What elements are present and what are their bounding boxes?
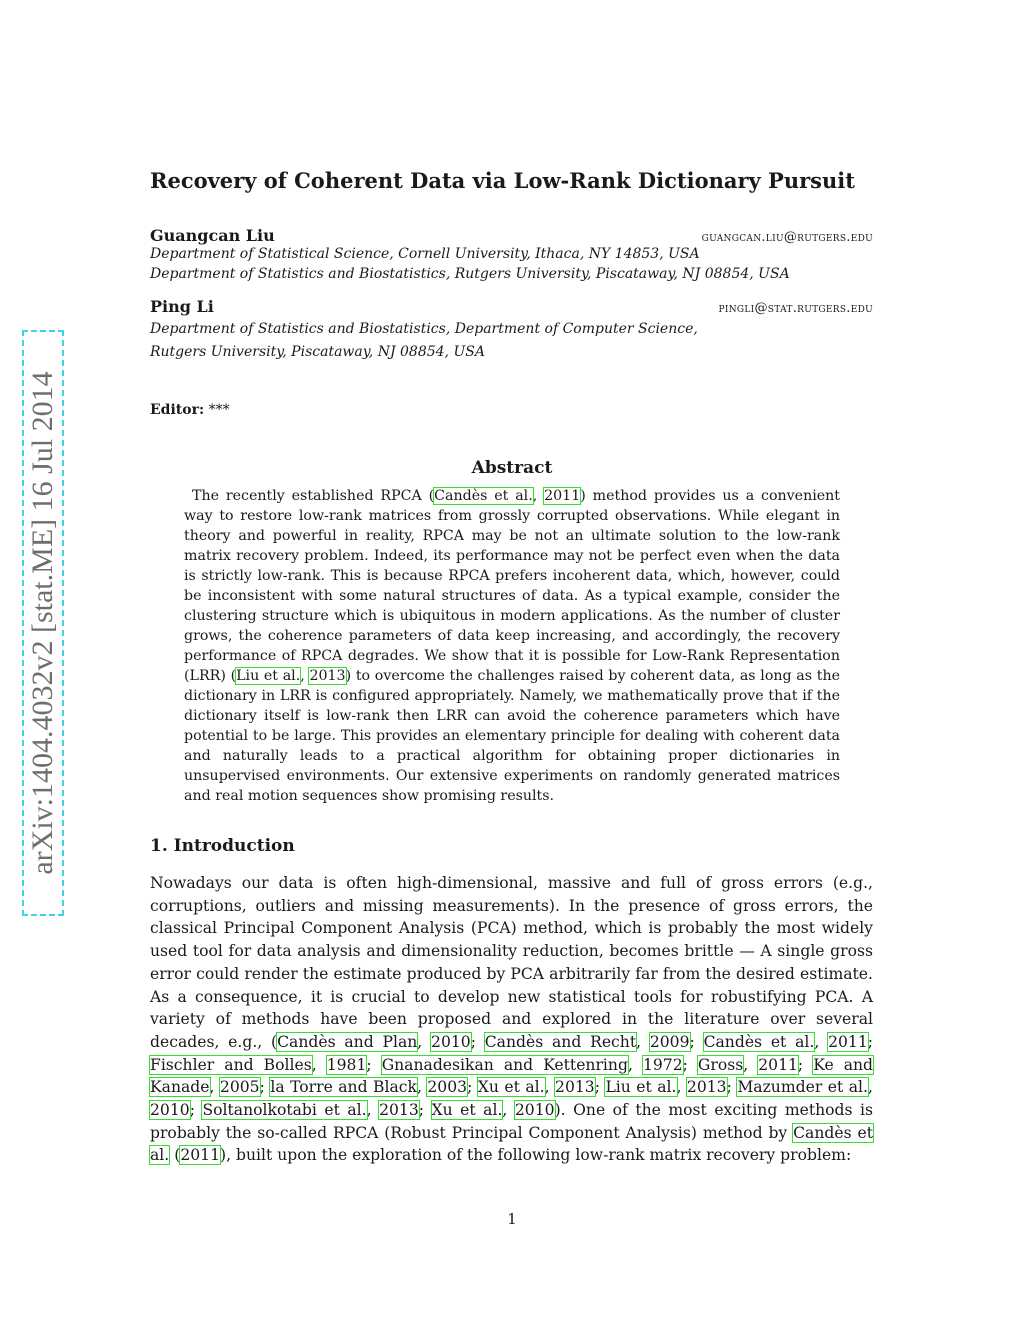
editor-value: *** xyxy=(208,402,230,418)
citation-year-link[interactable]: 2003 xyxy=(427,1078,468,1097)
citation-year-link[interactable]: 2010 xyxy=(431,1032,471,1051)
citation-link[interactable]: Candès et al. xyxy=(703,1032,815,1051)
citation-year-link[interactable]: 2013 xyxy=(555,1078,595,1097)
paper-title: Recovery of Coherent Data via Low-Rank Dictionary Pursuit xyxy=(150,168,855,193)
citation-link[interactable]: Mazumder et al. xyxy=(737,1078,868,1097)
author-email: pingli@stat.rutgers.edu xyxy=(718,301,873,316)
arxiv-identifier-stamp[interactable] xyxy=(22,330,64,916)
author-affiliation: Department of Statistical Science, Cornell University, Ithaca, NY 14853, USA xyxy=(150,246,700,262)
citation-year-link[interactable]: 1981 xyxy=(326,1055,367,1074)
abstract-text: ) method provides us a convenient way to restore low-rank matrices from grossly corrupted observations. While elegant in theory and powerful in reality, RPCA may be not an ultimate solution to the low-rank matrix recovery problem. Indeed, its performance may not be perfect even when the data is strictly low-rank. This is because RPCA prefers incoherent data, which, however, could be inconsistent with some natural structures of data. As a typical example, consider the clustering structure which is ubiquitous in modern applications. As the number of cluster grows, the coherence parameters of data keep increasing, and accordingly, the recovery performance of RPCA degrades. We show that it is possible for Low-Rank Representation (LRR) ( xyxy=(184,488,840,684)
author-email: guangcan.liu@rutgers.edu xyxy=(701,230,873,245)
citation-link[interactable]: Liu et al. xyxy=(605,1078,677,1097)
citation-year-link[interactable]: 2009 xyxy=(649,1032,690,1051)
citation-year-link[interactable]: 2010 xyxy=(150,1101,190,1120)
body-text: ), built upon the exploration of the following low-rank matrix recovery problem: xyxy=(220,1146,852,1165)
citation-link[interactable]: Candès and Plan xyxy=(277,1032,418,1051)
citation-link[interactable]: Xu et al. xyxy=(431,1101,503,1120)
abstract-body xyxy=(184,486,840,806)
author-affiliation: Department of Statistics and Biostatistics, Rutgers University, Piscataway, NJ 08854, USA xyxy=(150,266,790,282)
citation-year-link[interactable]: 2011 xyxy=(180,1146,220,1165)
introduction-paragraph: Nowadays our data is often high-dimensional, massive and full of gross errors (e.g., corruptions, outliers and missing measurements). In the presence of gross errors, the classical Principal Component Analysis (PCA) method, which is probably the most widely used tool for data analysis and dimensionality reduction, becomes brittle — A single gross error could render the estimate produced by PCA arbitrarily far from the desired estimate. As a consequence, it is crucial to develop new statistical tools for robustifying PCA. A variety of methods have been proposed and explored in the literature over several decades, e.g., (Candès and Plan, 2010; Candès and Recht, 2009; Candès et al., 2011; Fischler and Bolles, 1981; Gnanadesikan and Kettenring, 1972; Gross, 2011; Ke and Kanade, 2005; la Torre and Black, 2003; Xu et al., 2013; Liu et al., 2013; Mazumder et al., 2010; Soltanolkotabi et al., 2013; Xu et al., 2010). One of the most exciting methods is probably the so-called RPCA (Robust Principal Component Analysis) method by Candès et al. (2011), built upon the exploration of the following low-rank matrix recovery problem: xyxy=(150,874,874,1165)
citation-year-link[interactable]: 2013 xyxy=(686,1078,727,1097)
citation-link[interactable]: Candès et al. xyxy=(434,488,533,504)
citation-year-link[interactable]: 2011 xyxy=(758,1055,798,1074)
author-name: Guangcan Liu xyxy=(150,226,275,245)
citation-year-link[interactable]: 2011 xyxy=(544,488,581,504)
citation-link[interactable]: Candès and Recht xyxy=(484,1032,637,1051)
abstract-text: , xyxy=(300,668,310,684)
section-heading-introduction: 1. Introduction xyxy=(150,836,295,856)
author-line-2 xyxy=(150,297,873,316)
citation-link[interactable]: Gross xyxy=(697,1055,744,1074)
citation-year-link[interactable]: 2013 xyxy=(309,668,346,684)
page-number: 1 xyxy=(507,1210,517,1228)
citation-year-link[interactable]: 2010 xyxy=(514,1101,555,1120)
citation-link[interactable]: Fischler and Bolles xyxy=(150,1055,312,1074)
editor-line xyxy=(150,402,230,418)
citation-year-link[interactable]: 2011 xyxy=(828,1032,868,1051)
author-affiliation: Rutgers University, Piscataway, NJ 08854, USA xyxy=(150,344,485,360)
author-affiliation: Department of Statistics and Biostatistics, Department of Computer Science, xyxy=(150,321,698,337)
abstract-text: The recently established RPCA ( xyxy=(192,488,435,504)
abstract-heading: Abstract xyxy=(471,458,553,478)
citation-link[interactable]: Gnanadesikan and Kettenring xyxy=(381,1055,628,1074)
editor-label: Editor: xyxy=(150,402,205,418)
citation-link[interactable]: Xu et al. xyxy=(477,1078,545,1097)
body-text: Nowadays our data is often high-dimensional, massive and full of gross errors (e.g., corruptions, outliers and missing measurements). In the presence of gross errors, the classical Principal Component Analysis (PCA) method, which is probably the most widely used tool for data analysis and dimensionality reduction, becomes brittle — A single gross error could render the estimate produced by PCA arbitrarily far from the desired estimate. As a consequence, it is crucial to develop new statistical tools for robustifying PCA. A variety of methods have been proposed and explored in the literature over several decades, e.g., ( xyxy=(150,874,873,1051)
citation-link[interactable]: Ke and Kanade xyxy=(150,1055,874,1097)
citation-link[interactable]: Candès et al. xyxy=(150,1123,873,1165)
citation-year-link[interactable]: 2013 xyxy=(379,1101,419,1120)
citation-link[interactable]: la Torre and Black xyxy=(270,1078,417,1097)
abstract-paragraph xyxy=(184,486,840,806)
citation-year-link[interactable]: 2005 xyxy=(219,1078,260,1097)
citation-link[interactable]: Liu et al. xyxy=(236,668,301,684)
citation-link[interactable]: Soltanolkotabi et al. xyxy=(202,1101,367,1120)
author-name: Ping Li xyxy=(150,297,214,316)
body-text: ( xyxy=(174,1146,181,1165)
arxiv-identifier: arXiv:1404.4032v2 [stat.ME] 16 Jul 2014 xyxy=(26,371,59,875)
introduction-body xyxy=(150,872,873,1167)
abstract-text: ) to overcome the challenges raised by coherent data, as long as the dictionary in LRR is configured appropriately. Namely, we mathematically prove that if the dictionary itself is low-rank then LRR can avoid the coherence parameters which have potential to be large. This provides an elementary principle for dealing with coherent data and naturally leads to a practical algorithm for obtaining proper dictionaries in unsupervised environments. Our extensive experiments on randomly generated matrices and real motion sequences show promising results. xyxy=(184,668,840,804)
abstract-text: , xyxy=(532,488,545,504)
body-text: ). One of the most exciting methods is probably the so-called RPCA (Robust Principal Component Analysis) method by xyxy=(150,1101,874,1142)
author-line-1 xyxy=(150,226,873,245)
citation-year-link[interactable]: 1972 xyxy=(642,1055,683,1074)
